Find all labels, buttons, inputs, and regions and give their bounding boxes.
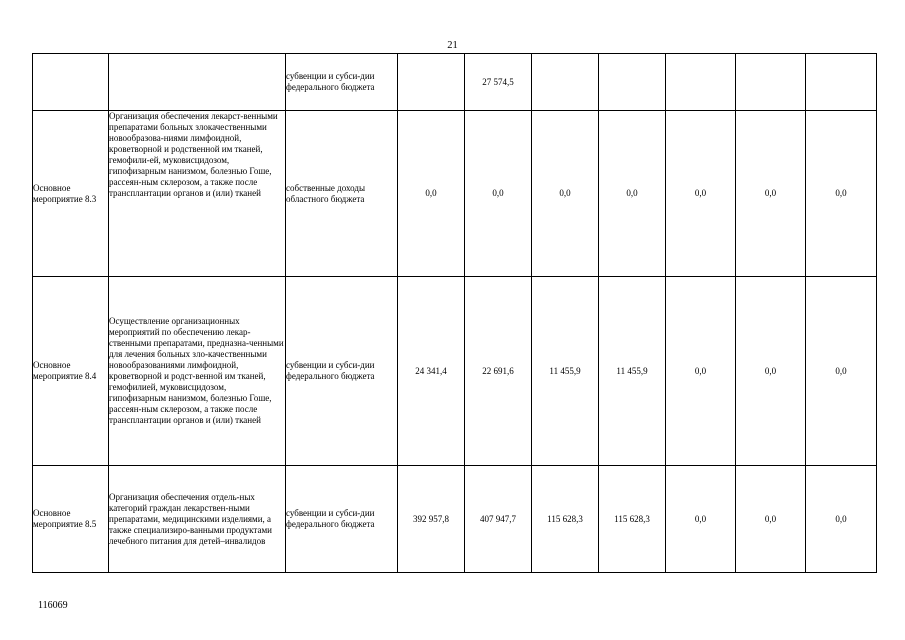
amount-cell: 0,0 (666, 277, 736, 466)
budget-table (32, 53, 877, 573)
funding-source-cell: субвенции и субси-дии федерального бюджета (286, 54, 398, 111)
table-row (33, 466, 877, 573)
amount-cell: 11 455,9 (532, 277, 599, 466)
funding-source-cell: собственные доходы областного бюджета (286, 111, 398, 277)
amount-cell: 0,0 (806, 277, 877, 466)
activity-code-cell (33, 54, 109, 111)
activity-name-cell (109, 54, 286, 111)
amount-cell: 0,0 (736, 277, 806, 466)
table-row (33, 111, 877, 277)
amount-cell (398, 54, 465, 111)
activity-code-cell: Основное мероприятие 8.3 (33, 111, 109, 277)
amount-cell: 0,0 (806, 111, 877, 277)
activity-name-cell: Организация обеспечения отдель-ных категорий граждан лекарствен-ными препаратами, медицинскими изделиями, а также специализиро-ванными продуктами лечебного питания для детей–инвалидов (109, 466, 286, 573)
activity-code-cell: Основное мероприятие 8.5 (33, 466, 109, 573)
amount-cell: 392 957,8 (398, 466, 465, 573)
amount-cell: 24 341,4 (398, 277, 465, 466)
amount-cell: 0,0 (465, 111, 532, 277)
amount-cell: 22 691,6 (465, 277, 532, 466)
activity-name-cell: Осуществление организационных мероприятий по обеспечению лекар-ственными препаратами, предназна-ченными для лечения больных зло-качественными новообразованиями лимфоидной, кроветворной и родст-венной им тканей, гемофилией, муковисцидозом, гипофизарным нанизмом, болезнью Гоше, рассеян-ным склерозом, а также после трансплантации органов и (или) тканей (109, 277, 286, 466)
amount-cell: 0,0 (532, 111, 599, 277)
document-code: 116069 (38, 600, 68, 611)
amount-cell: 27 574,5 (465, 54, 532, 111)
amount-cell: 0,0 (736, 466, 806, 573)
amount-cell: 407 947,7 (465, 466, 532, 573)
table-row (33, 277, 877, 466)
page-number: 21 (447, 40, 458, 51)
amount-cell (599, 54, 666, 111)
amount-cell: 0,0 (599, 111, 666, 277)
amount-cell (736, 54, 806, 111)
amount-cell: 0,0 (806, 466, 877, 573)
table-row (33, 54, 877, 111)
amount-cell (666, 54, 736, 111)
amount-cell: 0,0 (736, 111, 806, 277)
activity-code-cell: Основное мероприятие 8.4 (33, 277, 109, 466)
amount-cell: 115 628,3 (532, 466, 599, 573)
amount-cell: 0,0 (666, 466, 736, 573)
amount-cell: 115 628,3 (599, 466, 666, 573)
funding-source-cell: субвенции и субси-дии федерального бюджета (286, 466, 398, 573)
amount-cell (532, 54, 599, 111)
amount-cell (806, 54, 877, 111)
amount-cell: 0,0 (398, 111, 465, 277)
funding-source-cell: субвенции и субси-дии федерального бюджета (286, 277, 398, 466)
activity-name-cell: Организация обеспечения лекарст-венными препаратами больных злокачественными новообразова-ниями лимфоидной, кроветворной и родственной им тканей, гемофили-ей, муковисцидозом, гипофизарным нанизмом, болезнью Гоше, рассеян-ным склерозом, а также после трансплантации органов и (или) тканей (109, 111, 286, 277)
amount-cell: 11 455,9 (599, 277, 666, 466)
amount-cell: 0,0 (666, 111, 736, 277)
